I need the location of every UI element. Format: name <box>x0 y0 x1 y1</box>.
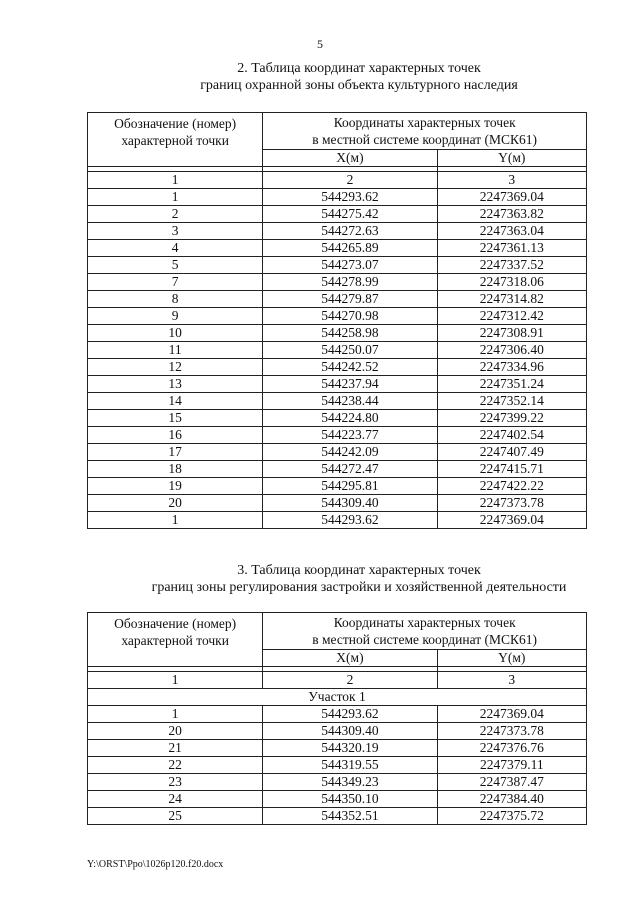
table2-title-line1: 3. Таблица координат характерных точек <box>237 563 481 578</box>
table-row <box>88 512 587 529</box>
table2-header-point <box>88 613 263 667</box>
table2-header-coords-line1: Координаты характерных точек <box>333 615 516 630</box>
point-cell: 5 <box>88 257 263 274</box>
table-row <box>88 274 587 291</box>
point-cell: 21 <box>88 740 263 757</box>
x-coordinate-cell: 544224.80 <box>263 410 437 427</box>
y-coordinate-cell: 2247351.24 <box>437 376 586 393</box>
table1-colnum-3: 3 <box>437 172 586 189</box>
y-coordinate-cell: 2247384.40 <box>437 791 586 808</box>
table-row <box>88 723 587 740</box>
table-row <box>88 223 587 240</box>
table1-title <box>0 60 640 94</box>
table1-header-row <box>88 113 587 150</box>
table2-title <box>0 562 640 596</box>
point-cell: 12 <box>88 359 263 376</box>
x-coordinate-cell: 544293.62 <box>263 189 437 206</box>
table1-header-coords-line1: Координаты характерных точек <box>333 115 516 130</box>
x-coordinate-cell: 544352.51 <box>263 808 437 825</box>
table1-header-point-line2: характерной точки <box>121 133 229 148</box>
y-coordinate-cell: 2247337.52 <box>437 257 586 274</box>
table-row <box>88 774 587 791</box>
table1-title-line2: границ охранной зоны объекта культурного наследия <box>200 78 518 93</box>
y-coordinate-cell: 2247373.78 <box>437 723 586 740</box>
y-coordinate-cell: 2247407.49 <box>437 444 586 461</box>
table1-colnum-row <box>88 172 587 189</box>
y-coordinate-cell: 2247415.71 <box>437 461 586 478</box>
table2-header-coords <box>263 613 587 650</box>
point-cell: 18 <box>88 461 263 478</box>
table1-header-point <box>88 113 263 167</box>
table2-header-point-line1: Обозначение (номер) <box>114 616 237 631</box>
point-cell: 4 <box>88 240 263 257</box>
x-coordinate-cell: 544295.81 <box>263 478 437 495</box>
table-row <box>88 791 587 808</box>
x-coordinate-cell: 544293.62 <box>263 512 437 529</box>
y-coordinate-cell: 2247402.54 <box>437 427 586 444</box>
x-coordinate-cell: 544238.44 <box>263 393 437 410</box>
x-coordinate-cell: 544272.63 <box>263 223 437 240</box>
x-coordinate-cell: 544278.99 <box>263 274 437 291</box>
y-coordinate-cell: 2247306.40 <box>437 342 586 359</box>
y-coordinate-cell: 2247308.91 <box>437 325 586 342</box>
table-row <box>88 376 587 393</box>
table-row <box>88 740 587 757</box>
table-row <box>88 427 587 444</box>
table2-colnum-2: 2 <box>263 672 437 689</box>
table1-header-point-line1: Обозначение (номер) <box>114 116 237 131</box>
y-coordinate-cell: 2247387.47 <box>437 774 586 791</box>
x-coordinate-cell: 544242.09 <box>263 444 437 461</box>
x-coordinate-cell: 544265.89 <box>263 240 437 257</box>
point-cell: 25 <box>88 808 263 825</box>
x-coordinate-cell: 544309.40 <box>263 495 437 512</box>
table-row <box>88 257 587 274</box>
table2-header-x: X(м) <box>263 650 437 667</box>
x-coordinate-cell: 544223.77 <box>263 427 437 444</box>
table2-header-coords-line2: в местной системе координат (МСК61) <box>312 632 538 647</box>
table-row <box>88 206 587 223</box>
table-row <box>88 189 587 206</box>
y-coordinate-cell: 2247369.04 <box>437 706 586 723</box>
table2-header-point-line2: характерной точки <box>121 633 229 648</box>
y-coordinate-cell: 2247369.04 <box>437 512 586 529</box>
y-coordinate-cell: 2247352.14 <box>437 393 586 410</box>
point-cell: 14 <box>88 393 263 410</box>
x-coordinate-cell: 544272.47 <box>263 461 437 478</box>
point-cell: 22 <box>88 757 263 774</box>
point-cell: 1 <box>88 512 263 529</box>
table2-colnum-3: 3 <box>437 672 586 689</box>
point-cell: 1 <box>88 706 263 723</box>
point-cell: 24 <box>88 791 263 808</box>
table-row <box>88 342 587 359</box>
y-coordinate-cell: 2247369.04 <box>437 189 586 206</box>
table2-colnum-1: 1 <box>88 672 263 689</box>
y-coordinate-cell: 2247363.82 <box>437 206 586 223</box>
table2-section-label: Участок 1 <box>88 689 587 706</box>
y-coordinate-cell: 2247376.76 <box>437 740 586 757</box>
x-coordinate-cell: 544250.07 <box>263 342 437 359</box>
table-row <box>88 461 587 478</box>
table-row <box>88 444 587 461</box>
x-coordinate-cell: 544273.07 <box>263 257 437 274</box>
point-cell: 10 <box>88 325 263 342</box>
point-cell: 8 <box>88 291 263 308</box>
table1-header-x: X(м) <box>263 150 437 167</box>
y-coordinate-cell: 2247314.82 <box>437 291 586 308</box>
y-coordinate-cell: 2247312.42 <box>437 308 586 325</box>
table-row <box>88 808 587 825</box>
x-coordinate-cell: 544242.52 <box>263 359 437 376</box>
table1-title-line1: 2. Таблица координат характерных точек <box>237 61 481 76</box>
table2-section-row <box>88 689 587 706</box>
table-row <box>88 393 587 410</box>
y-coordinate-cell: 2247375.72 <box>437 808 586 825</box>
table2-header-row <box>88 613 587 650</box>
y-coordinate-cell: 2247361.13 <box>437 240 586 257</box>
point-cell: 13 <box>88 376 263 393</box>
point-cell: 19 <box>88 478 263 495</box>
point-cell: 16 <box>88 427 263 444</box>
page-number: 5 <box>317 37 323 51</box>
y-coordinate-cell: 2247379.11 <box>437 757 586 774</box>
point-cell: 20 <box>88 495 263 512</box>
table-row <box>88 410 587 427</box>
y-coordinate-cell: 2247318.06 <box>437 274 586 291</box>
table-row <box>88 359 587 376</box>
table1-coordinates <box>87 112 587 529</box>
table-row <box>88 308 587 325</box>
footer-file-path: Y:\ORST\Ppo\1026p120.f20.docx <box>87 859 224 870</box>
x-coordinate-cell: 544319.55 <box>263 757 437 774</box>
table1-body <box>88 113 587 529</box>
y-coordinate-cell: 2247373.78 <box>437 495 586 512</box>
y-coordinate-cell: 2247422.22 <box>437 478 586 495</box>
y-coordinate-cell: 2247399.22 <box>437 410 586 427</box>
table2-body <box>88 613 587 825</box>
table2-title-line2: границ зоны регулирования застройки и хозяйственной деятельности <box>151 580 567 595</box>
table-row <box>88 291 587 308</box>
point-cell: 15 <box>88 410 263 427</box>
x-coordinate-cell: 544320.19 <box>263 740 437 757</box>
point-cell: 17 <box>88 444 263 461</box>
point-cell: 1 <box>88 189 263 206</box>
table-row <box>88 478 587 495</box>
point-cell: 23 <box>88 774 263 791</box>
x-coordinate-cell: 544350.10 <box>263 791 437 808</box>
table2-colnum-row <box>88 672 587 689</box>
x-coordinate-cell: 544293.62 <box>263 706 437 723</box>
table-row <box>88 706 587 723</box>
x-coordinate-cell: 544258.98 <box>263 325 437 342</box>
table1-header-y: Y(м) <box>437 150 586 167</box>
table-row <box>88 495 587 512</box>
x-coordinate-cell: 544237.94 <box>263 376 437 393</box>
y-coordinate-cell: 2247363.04 <box>437 223 586 240</box>
point-cell: 3 <box>88 223 263 240</box>
point-cell: 2 <box>88 206 263 223</box>
y-coordinate-cell: 2247334.96 <box>437 359 586 376</box>
x-coordinate-cell: 544279.87 <box>263 291 437 308</box>
point-cell: 11 <box>88 342 263 359</box>
point-cell: 9 <box>88 308 263 325</box>
table1-colnum-1: 1 <box>88 172 263 189</box>
table2-header-y: Y(м) <box>437 650 586 667</box>
table1-colnum-2: 2 <box>263 172 437 189</box>
point-cell: 7 <box>88 274 263 291</box>
table1-header-coords <box>263 113 587 150</box>
x-coordinate-cell: 544275.42 <box>263 206 437 223</box>
table-row <box>88 240 587 257</box>
table1-header-coords-line2: в местной системе координат (МСК61) <box>312 132 538 147</box>
x-coordinate-cell: 544270.98 <box>263 308 437 325</box>
table2-coordinates <box>87 612 587 825</box>
x-coordinate-cell: 544309.40 <box>263 723 437 740</box>
x-coordinate-cell: 544349.23 <box>263 774 437 791</box>
table-row <box>88 325 587 342</box>
table-row <box>88 757 587 774</box>
point-cell: 20 <box>88 723 263 740</box>
